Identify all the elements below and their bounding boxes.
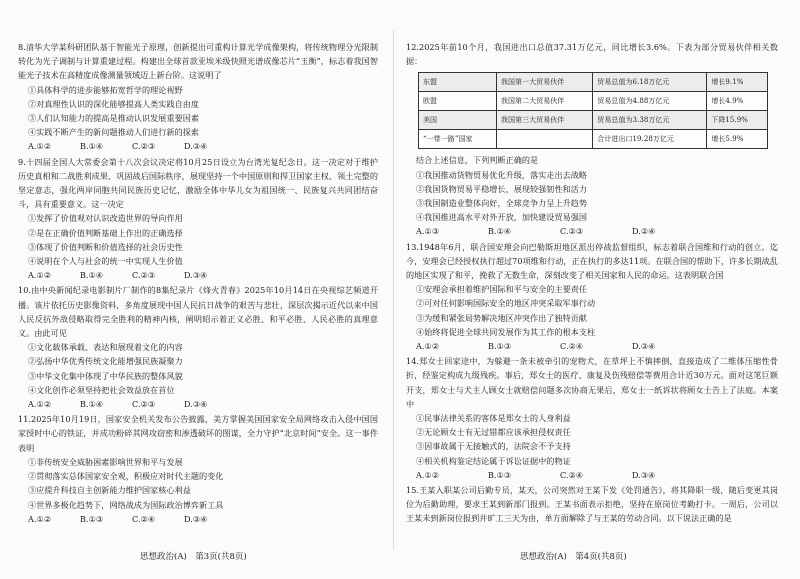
table-row bbox=[419, 73, 768, 92]
table-cell: 我国第三大贸易伙伴 bbox=[496, 111, 592, 130]
question-11 bbox=[18, 412, 378, 526]
option: ④相关机构鉴定结论属于诉讼证据中的物证 bbox=[416, 455, 571, 466]
table-cell bbox=[496, 130, 592, 149]
option: ③中华文化集中体现了中华民族的整体风貌 bbox=[28, 370, 183, 381]
answer-a: A.①② bbox=[28, 270, 52, 281]
answer-b: B.①④ bbox=[488, 226, 512, 237]
option: ①具体科学的进步能够拓宽哲学的理论视野 bbox=[28, 84, 183, 95]
option: ③为缓和紧张局势解决地区冲突作出了独特贡献 bbox=[416, 312, 588, 323]
answer-a: A.①③ bbox=[416, 226, 440, 237]
answer-d: D.②④ bbox=[632, 226, 656, 237]
option: ④说明在个人与社会的统一中实现人生价值 bbox=[28, 256, 183, 267]
question-stem: 8.清华大学某科研团队基于智能光子原理，创新提出可重构计算光学成像架构，将传统物理分光限制转化为光子调制与计算重建过程。构建出全球首款亚埃米级快照光谱成像芯片“玉衡”，标志着我国智能光子技术在高精度成像测量领域迈上新台阶。这说明了 bbox=[18, 42, 378, 81]
option: ③我国制造业整体向好，全球竞争力呈上升趋势 bbox=[416, 198, 588, 209]
page-footer-left: 思想政治(A) 第3页(共8页) bbox=[140, 552, 247, 562]
answer-a: A.①② bbox=[28, 513, 52, 524]
option: ②可对任何影响国际安全的地区冲突采取军事行动 bbox=[416, 298, 596, 309]
table-cell: 下降15.9% bbox=[707, 111, 768, 130]
answer-c: C.②③ bbox=[132, 399, 156, 410]
answer-d: D.③④ bbox=[632, 341, 656, 352]
table-cell: 贸易总值为4.88万亿元 bbox=[593, 92, 707, 111]
answer-d: D.③④ bbox=[184, 513, 208, 524]
table-cell: 我国第二大贸易伙伴 bbox=[496, 92, 592, 111]
option: ①文化载体承载、表达和展现着文化的内容 bbox=[28, 342, 183, 353]
table-cell: 贸易总值为3.38万亿元 bbox=[593, 111, 707, 130]
option: ③应提升科技自主创新能力维护国家核心利益 bbox=[28, 485, 191, 496]
table-row bbox=[419, 111, 768, 130]
option: ③人们认知能力的提高是推动认识发展重要因素 bbox=[28, 113, 200, 124]
answer-c: C.②④ bbox=[560, 341, 584, 352]
question-14 bbox=[406, 354, 778, 482]
page-footer-right: 思想政治(A) 第4页(共8页) bbox=[520, 552, 627, 562]
table-cell: 我国第一大贸易伙伴 bbox=[496, 73, 592, 92]
answer-choices bbox=[18, 268, 378, 282]
answer-c: C.②③ bbox=[560, 226, 584, 237]
option: ④文化创作必须坚持把社会效益放在首位 bbox=[28, 384, 175, 395]
answer-d: D.③④ bbox=[184, 399, 208, 410]
option: ④实践不断产生的新问题推动人们进行新的探索 bbox=[28, 127, 200, 138]
answer-choices bbox=[18, 512, 378, 526]
option: ②我国货物贸易平稳增长，展现较强韧性和活力 bbox=[416, 183, 588, 194]
option: ①发挥了价值观对认识改造世界的导向作用 bbox=[28, 213, 183, 224]
question-8 bbox=[18, 40, 378, 154]
answer-b: B.①③ bbox=[488, 469, 512, 480]
left-column bbox=[18, 40, 378, 527]
answer-d: D.③④ bbox=[632, 469, 656, 480]
table-row bbox=[419, 130, 768, 149]
answer-d: D.③④ bbox=[184, 270, 208, 281]
answer-a: A.①② bbox=[28, 399, 52, 410]
table-cell: 增长9.1% bbox=[707, 73, 768, 92]
table-cell: 增长5.9% bbox=[707, 130, 768, 149]
question-stem: 11.2025年10月19日，国家安全机关发布公告披露，美方掌握美国国家安全局网络攻击入侵中国国家授时中心的铁证，并成功粉碎其网攻窃密和渗透破坏的图谋，全力守护“北京时间”安全。这一事件表明 bbox=[18, 414, 378, 453]
answer-d: D.③④ bbox=[184, 141, 208, 152]
answer-c: C.②④ bbox=[132, 513, 156, 524]
answer-choices bbox=[18, 397, 378, 411]
answer-c: C.②③ bbox=[132, 141, 156, 152]
question-13 bbox=[406, 240, 778, 354]
table-cell: “一带一路”国家 bbox=[419, 130, 497, 149]
option: ④世界多极化趋势下，网络战成为国际政治博弈新工具 bbox=[28, 499, 224, 510]
table-row bbox=[419, 92, 768, 111]
answer-choices bbox=[406, 468, 778, 482]
table-cell: 东盟 bbox=[419, 73, 497, 92]
option: ③因事故属于无接触式的，法院会不予支持 bbox=[416, 441, 571, 452]
option: ①民事法律关系的客体是郑女士的人身利益 bbox=[416, 413, 571, 424]
question-9 bbox=[18, 155, 378, 283]
answer-a: A.①② bbox=[416, 341, 440, 352]
option: ②无论顾女士有无过错都应该承担侵权责任 bbox=[416, 427, 571, 438]
table-cell: 贸易总值为6.18万亿元 bbox=[593, 73, 707, 92]
table-cell: 合计进出口19.28万亿元 bbox=[593, 130, 707, 149]
question-12 bbox=[406, 40, 778, 239]
option: ②贯彻落实总体国家安全观，积极应对时代主题的变化 bbox=[28, 471, 224, 482]
table-cell: 欧盟 bbox=[419, 92, 497, 111]
answer-c: C.②③ bbox=[132, 270, 156, 281]
question-10 bbox=[18, 283, 378, 411]
answer-choices bbox=[406, 339, 778, 353]
option: ①安理会承担着维护国际和平与安全的主要责任 bbox=[416, 284, 588, 295]
answer-b: B.①③ bbox=[488, 341, 512, 352]
question-stem: 14.郑女士回家途中，为躲避一条未被牵引的宠物犬，在草坪上不慎摔倒，直接造成了二维体压缩性骨折，经鉴定构成九级残疾。事后，郑女士的医疗、康复及伤残赔偿等费用合计近30万元。面对这笔巨额开支，郑女士与犬主人顾女士就赔偿问题多次协商无果后，郑女士一纸诉状将顾女士告上了法庭。本案中 bbox=[406, 356, 778, 409]
answer-b: B.①③ bbox=[80, 513, 104, 524]
option: ③体现了价值判断和价值选择的社会历史性 bbox=[28, 241, 183, 252]
option: ②对真理性认识的深化能够提高人类实践自由度 bbox=[28, 98, 200, 109]
column-divider bbox=[393, 30, 394, 550]
trade-partner-table bbox=[418, 72, 768, 149]
answer-choices bbox=[18, 139, 378, 153]
option: ②是在正确价值判断基础上作出的正确选择 bbox=[28, 227, 183, 238]
question-stem: 9.十四届全国人大常委会第十八次会议决定将10月25日设立为台湾光复纪念日。这一决定对于维护历史真相和二战胜利成果、巩固战后国际秩序，展现坚持一个中国原则和捍卫国家主权、领土完整的坚定意志，强化两岸同胞共同民族历史记忆，激励全体中华儿女为祖国统一、民族复兴共同团结奋斗，具有重要意义。这一决定 bbox=[18, 156, 378, 210]
option: ②弘扬中华优秀传统文化能增强民族凝聚力 bbox=[28, 356, 183, 367]
option: ④始终将促进全球共同发展作为其工作的根本支柱 bbox=[416, 326, 596, 337]
answer-b: B.①④ bbox=[80, 270, 104, 281]
answer-a: A.①② bbox=[416, 469, 440, 480]
question-15 bbox=[406, 483, 778, 526]
answer-a: A.①② bbox=[28, 141, 52, 152]
table-cell: 美国 bbox=[419, 111, 497, 130]
answer-b: B.①④ bbox=[80, 141, 104, 152]
question-prompt: 结合上述信息，下列判断正确的是 bbox=[416, 155, 539, 166]
option: ④我国推进高水平对外开放，加快建设贸易强国 bbox=[416, 212, 588, 223]
question-stem: 13.1948年6月，联合国安理会向巴勒斯坦地区派出停战监督组织，标志着联合国维和行动的创立。迄今，安理会已经授权执行超过70项维和行动，正在执行的多达11项。在联合国的帮助下，许多长期战乱的地区实现了和平，挽救了无数生命，深刻改变了相关国家和人民的命运。这表明联合国 bbox=[406, 241, 778, 281]
option: ①非传统安全威胁困素影响世界和平与发展 bbox=[28, 456, 183, 467]
question-stem: 10.由中央新闻纪录电影制片厂制作的8集纪录片《烽火青春》2025年10月14日在央视综艺频道开播。该片依托历史影像资料，多角度展现中国人民抗日战争的艰苦与悲壮，深层次揭示近代以来中国人民反抗外敌侵略取得完全胜利的精神内核，阐明昭示着正义必胜、和平必胜、人民必胜的真理意义。由此可见 bbox=[18, 285, 378, 339]
right-column bbox=[406, 40, 778, 527]
table-cell: 增长4.9% bbox=[707, 92, 768, 111]
question-stem: 15.王某入职某公司后勤专员，某天，公司突然对王某下发《处罚通告》，将其降职一级，随后变更其岗位为后勤助理，要求王某到新部门报到。王某书面表示拒绝，坚持在原岗位考勤打卡。一周后，公司以王某未到新岗位报到并旷工三天为由，单方面解除了与王某的劳动合同。以下说法正确的是 bbox=[406, 485, 778, 524]
answer-c: C.②④ bbox=[560, 469, 584, 480]
answer-b: B.①④ bbox=[80, 399, 104, 410]
question-stem: 12.2025年前10个月，我国进出口总值37.31万亿元，同比增长3.6%。下表为部分贸易伙伴相关数据： bbox=[406, 42, 778, 67]
option: ①我国推动货物贸易优化升级，落实走出去战略 bbox=[416, 169, 588, 180]
answer-choices bbox=[406, 224, 778, 238]
